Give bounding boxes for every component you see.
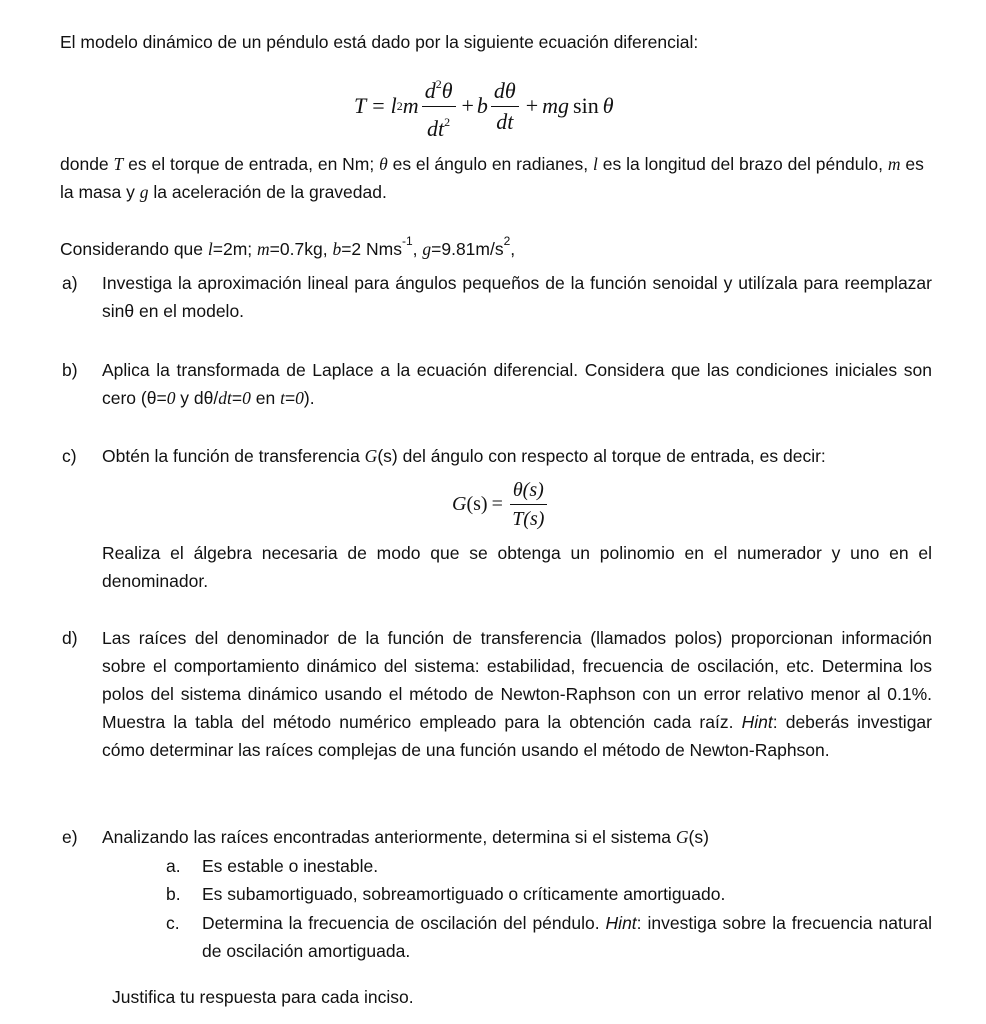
intro-text: El modelo dinámico de un péndulo está dado por la siguiente ecuación diferencial:	[60, 32, 699, 52]
item-b-label: b)	[62, 360, 78, 380]
eq-d-den: dt	[496, 108, 514, 134]
tf-s: (s)	[466, 492, 488, 515]
subitem-c-text: Determina la frecuencia de oscilación del péndulo. Hint: investiga sobre la frecuencia natural de oscilación amortiguada.	[202, 913, 932, 961]
item-d-label: d)	[62, 628, 78, 648]
pendulum-equation	[354, 74, 614, 141]
eq-second-derivative	[422, 71, 456, 142]
item-c-after-text: Realiza el álgebra necesaria de modo que se obtenga un polinomio en el numerador y uno en el denominador.	[102, 543, 932, 591]
eq-d2-den-exp: 2	[444, 114, 451, 129]
eq-mg: mg	[542, 93, 570, 118]
eq-b: b	[476, 93, 488, 118]
subitem-a-label: a.	[166, 856, 181, 876]
transfer-function-equation	[452, 475, 550, 533]
item-b-text: Aplica la transformada de Laplace a la ecuación diferencial. Considera que las condiciones iniciales son cero (θ=0 y dθ/dt=0 en t=0).	[102, 360, 932, 408]
item-e-text: Analizando las raíces encontradas anteriormente, determina si el sistema G(s)	[102, 827, 709, 847]
variable-definitions: donde T es el torque de entrada, en Nm; θ es el ángulo en radianes, l es la longitud del brazo del péndulo, m es la masa y g la aceleración de la gravedad.	[60, 154, 924, 202]
parameter-values: Considerando que l=2m; m=0.7kg, b=2 Nms$^{-1}$, $g=9.81m/s^2$,	[60, 234, 516, 259]
eq-d2-dt: dt	[427, 115, 445, 141]
eq-l: l	[390, 93, 397, 118]
item-a-label: a)	[62, 273, 78, 293]
eq-d2-theta: θ	[441, 77, 453, 103]
eq-d2-exp: 2	[435, 76, 442, 91]
eq-first-derivative	[491, 78, 519, 135]
eq-l-exp: 2	[396, 98, 403, 113]
eq-plus-1: +	[461, 93, 474, 118]
subitem-b-text: Es subamortiguado, sobreamortiguado o críticamente amortiguado.	[202, 884, 726, 904]
tf-denominator: T(s)	[512, 507, 545, 530]
eq-sin: sin	[573, 93, 599, 118]
eq-plus-2: +	[525, 93, 539, 118]
closing-instruction: Justifica tu respuesta para cada inciso.	[112, 987, 414, 1007]
eq-d2-d: d	[424, 77, 436, 103]
eq-torque: T	[354, 93, 367, 118]
eq-m: m	[402, 93, 419, 118]
subitem-c-label: c.	[166, 913, 180, 933]
subitem-b-label: b.	[166, 884, 181, 904]
item-a-text: Investiga la aproximación lineal para ángulos pequeños de la función senoidal y utilízala para reemplazar sinθ en el modelo.	[102, 273, 932, 321]
item-c-label: c)	[62, 446, 77, 466]
subitem-a-text: Es estable o inestable.	[202, 856, 379, 876]
item-c-text: Obtén la función de transferencia G(s) del ángulo con respecto al torque de entrada, es decir:	[102, 446, 826, 466]
eq-equals: =	[372, 93, 385, 118]
tf-equals: =	[491, 492, 503, 515]
item-e-label: e)	[62, 827, 78, 847]
eq-d-num: dθ	[491, 78, 519, 107]
tf-numerator: θ(s)	[510, 478, 547, 505]
tf-fraction	[510, 478, 547, 531]
tf-G: G	[452, 492, 467, 515]
eq-theta: θ	[602, 93, 614, 118]
item-d-text: Las raíces del denominador de la función de transferencia (llamados polos) proporcionan información sobre el comportamiento dinámico del sistema: estabilidad, frecuencia de oscilación, etc. Determina los polos del sistema dinámico usando el método de Newton-Raphson con un error relativo menor al 0.1%. Muestra la tabla del método numérico empleado para la obtención cada raíz. Hint: deberás investigar cómo determinar las raíces complejas de una función usando el método de Newton-Raphson.	[102, 628, 932, 760]
